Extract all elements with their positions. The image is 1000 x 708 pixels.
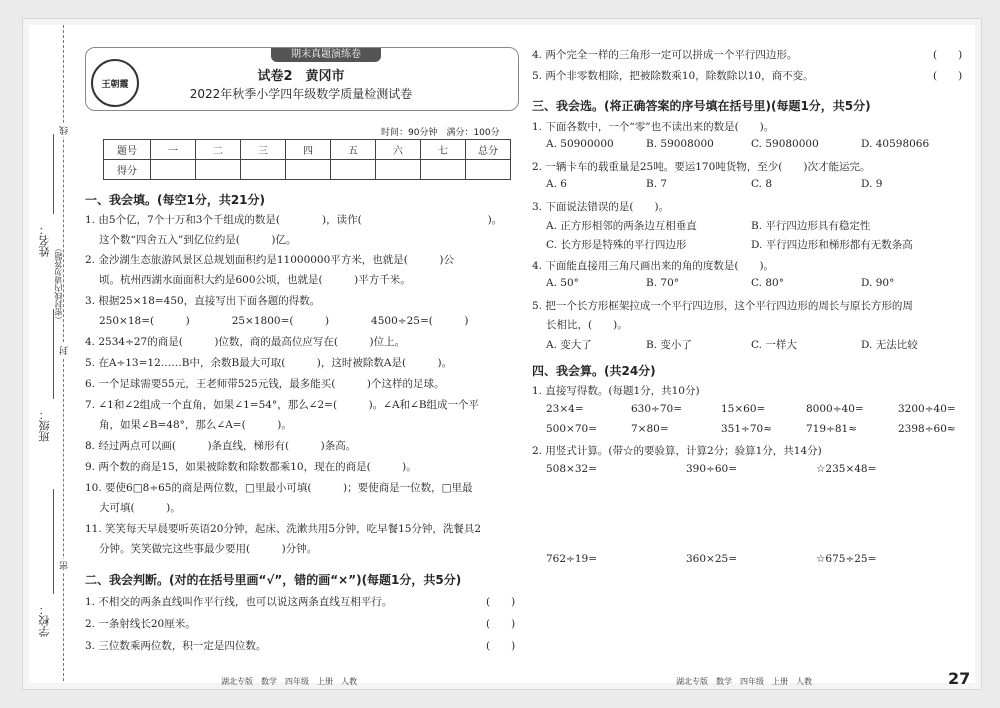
calc-item: 7×80= [631,423,669,435]
judge-question: 1. 不相交的两条直线叫作平行线，也可以说这两条直线互相平行。 [85,596,393,608]
judge-question: 2. 一条射线长20厘米。 [85,618,196,630]
calc-item: 630÷70= [631,403,682,415]
question: 11. 笑笑每天早晨要听英语20分钟，起床、洗漱共用5分钟，吃早餐15分钟，洗餐具2 [85,523,482,535]
question-line: 分钟。笑笑做完这些事最少要用( )分钟。 [99,543,318,555]
calc-item: 8000÷40= [806,403,864,415]
score-col: 一 [151,140,196,160]
option: A. 正方形相邻的两条边互相垂直 [546,220,697,232]
choice-question: 4. 下面能直接用三角尺画出来的角的度数是( )。 [532,260,775,272]
calc-item: 500×70= [546,423,597,435]
question: 10. 要使6□8÷65的商是两位数，□里最小可填( )；要使商是一位数，□里最 [85,482,473,494]
question-line: 大可填( )。 [99,502,181,514]
vertical-calc-row [546,463,876,475]
section-1-title: 一、我会填。(每空1分，共21分) [85,193,266,207]
option: B. 变小了 [646,339,692,351]
option: C. 一样大 [751,339,797,351]
calc-item: 351÷70≈ [721,423,772,435]
score-col: 六 [376,140,421,160]
section-2-title: 二、我会判断。(对的在括号里画“√”，错的画“×”)(每题1分，共5分) [85,573,462,587]
option: A. 变大了 [546,339,592,351]
score-col: 七 [421,140,466,160]
option: D. 9 [861,178,883,190]
time-score-info: 时间：90分钟 满分：100分 [381,128,500,138]
judge-question: 3. 三位数乘两位数，积一定是四位数。 [85,640,267,652]
calc-part-1-title: 1. 直接写得数。(每题1分，共10分) [532,385,700,397]
class-label: 班级： [38,409,51,442]
school-label: 学校： [38,604,51,637]
score-cell[interactable] [286,160,331,180]
answer-paren[interactable]: ( ) [486,640,516,652]
footer-left: 湖北专版 数学 四年级 上册 人教 [221,677,357,686]
score-col: 五 [331,140,376,160]
score-col-total: 总分 [466,140,511,160]
page-number: 27 [948,669,971,688]
choice-options [546,218,870,233]
calc-row [546,423,956,435]
option: A. 6 [546,178,567,190]
choice-options [546,178,882,190]
score-row-label: 得分 [104,160,151,180]
vertical-calc-row [546,553,876,565]
calc-item: 390÷60= [686,463,737,475]
question-line: 250×18=( ) 25×1800=( ) 4500÷25=( ) [99,315,469,327]
cut-mark-feng: 封 [60,346,70,355]
calc-item: 762÷19= [546,553,597,565]
logo-text: 王朝霞 [101,79,129,90]
option: C. 59080000 [751,138,819,150]
question: 7. ∠1和∠2组成一个直角，如果∠1=54°，那么∠2=( )。∠A和∠B组成一个平 [85,399,480,411]
seal-warning: （密封线内请勿答题） [54,244,63,324]
option: C. 长方形是特殊的平行四边形 [546,239,687,251]
cut-mark-xian: 线 [60,126,70,135]
question: 2. 金沙湖生态旅游风景区总规划面积约是11000000平方米，也就是( )公 [85,254,454,266]
option: B. 平行四边形具有稳定性 [751,220,871,232]
header-banner: 期末真题演练卷 [271,48,381,62]
question: 8. 经过两点可以画( )条直线，梯形有( )条高。 [85,440,357,452]
choice-question: 3. 下面说法错误的是( )。 [532,201,670,213]
section-4-title: 四、我会算。(共24分) [532,364,656,378]
score-col: 二 [196,140,241,160]
question: 6. 一个足球需要55元，王老师带525元钱，最多能买( )个这样的足球。 [85,378,445,390]
option: B. 7 [646,178,668,190]
calc-item: 23×4= [546,403,584,415]
answer-paren[interactable]: ( ) [933,49,963,61]
option: A. 50900000 [546,138,614,150]
option: B. 59008000 [646,138,714,150]
choice-options [546,138,929,150]
name-label: 姓名： [38,224,51,257]
choice-question: 2. 一辆卡车的载重量是25吨。要运170吨货物，至少( )次才能运完。 [532,161,871,173]
answer-paren[interactable]: ( ) [933,70,963,82]
calc-item: 719÷81≈ [806,423,857,435]
score-cell[interactable] [196,160,241,180]
judge-question: 4. 两个完全一样的三角形一定可以拼成一个平行四边形。 [532,49,798,61]
option: C. 8 [751,178,773,190]
choice-options [546,277,894,289]
option: D. 无法比较 [861,339,918,351]
score-cell[interactable] [376,160,421,180]
option: B. 70° [646,277,680,289]
choice-options [546,237,913,252]
score-cell[interactable] [151,160,196,180]
calc-item: 2398÷60≈ [898,423,956,435]
calc-item: 3200÷40= [898,403,956,415]
exam-sheet [22,18,982,690]
answer-paren[interactable]: ( ) [486,618,516,630]
calc-row [546,403,956,415]
choice-question: 1. 下面各数中，一个“零”也不读出来的数是( )。 [532,121,775,133]
question-line: 角，如果∠B=48°，那么∠A=( )。 [99,419,292,431]
school-blank [53,489,54,594]
score-cell[interactable] [331,160,376,180]
score-cell[interactable] [421,160,466,180]
option: C. 80° [751,277,784,289]
binding-gutter [23,19,78,689]
score-col-label: 题号 [104,140,151,160]
question: 3. 根据25×18=450，直接写出下面各题的得数。 [85,295,321,307]
judge-question: 5. 两个非零数相除，把被除数乘10，除数除以10，商不变。 [532,70,814,82]
footer-right: 湖北专版 数学 四年级 上册 人教 [676,677,812,686]
question-line: 这个数“四舍五入”到亿位约是( )亿。 [99,234,297,246]
question-line: 顷。杭州西湖水面面积大约是600公顷，也就是( )平方千米。 [99,274,411,286]
calc-item: 508×32= [546,463,597,475]
score-col: 三 [241,140,286,160]
score-value-row [104,160,511,180]
calc-item: ☆235×48= [816,463,877,475]
cut-mark-mi: 密 [60,561,70,570]
score-header-row [104,140,511,160]
option: D. 40598066 [861,138,930,150]
question: 4. 2534÷27的商是( )位数，商的最高位应写在( )位上。 [85,336,406,348]
calc-item: ☆675÷25= [816,553,877,565]
score-cell[interactable] [241,160,286,180]
option: D. 平行四边形和梯形都有无数条高 [751,239,913,251]
section-3-title: 三、我会选。(将正确答案的序号填在括号里)(每题1分，共5分) [532,99,871,113]
choice-question: 5. 把一个长方形框架拉成一个平行四边形，这个平行四边形的周长与原长方形的周 [532,300,913,312]
question: 5. 在A÷13=12……B中，余数B最大可取( )，这时被除数A是( )。 [85,357,453,369]
option: D. 90° [861,277,895,289]
calc-item: 360×25= [686,553,737,565]
choice-options [546,337,918,352]
answer-paren[interactable]: ( ) [486,596,516,608]
name-blank [53,134,54,214]
option: A. 50° [546,277,579,289]
paper-title: 试卷2 黄冈市 [257,69,345,84]
paper-subtitle: 2022年秋季小学四年级数学质量检测试卷 [189,87,413,101]
question: 1. 由5个亿，7个十万和3个千组成的数是( )，读作( )。 [85,214,503,226]
question: 9. 两个数的商是15，如果被除数和除数都乘10，现在的商是( )。 [85,461,417,473]
calc-part-2-title: 2. 用竖式计算。(带☆的要验算，计算2分；验算1分，共14分) [532,445,822,457]
calc-item: 15×60= [721,403,766,415]
score-col: 四 [286,140,331,160]
score-cell[interactable] [466,160,511,180]
score-table [103,139,511,180]
choice-question-line: 长相比，( )。 [546,319,628,331]
